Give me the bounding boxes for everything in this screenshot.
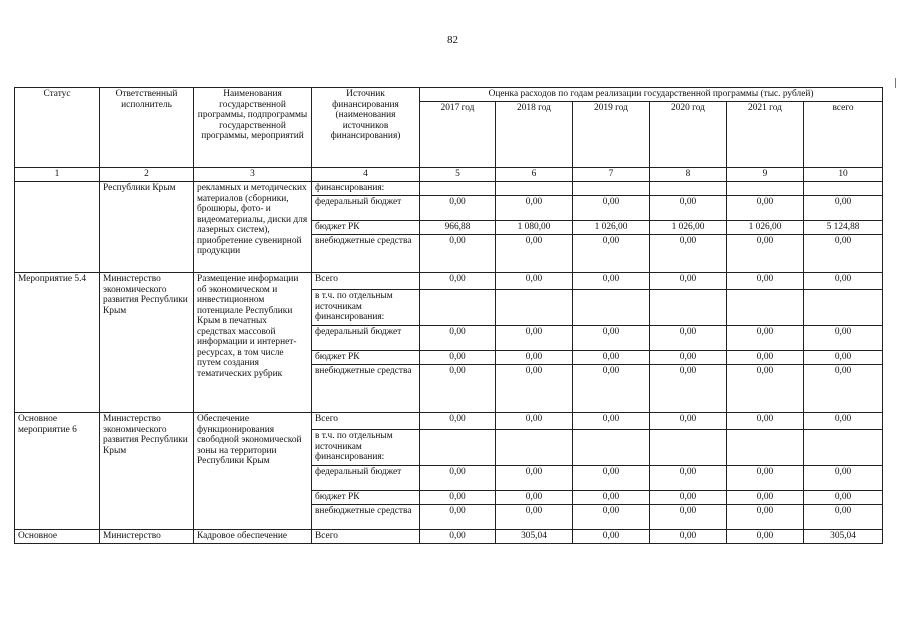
value-cell: 0,00 xyxy=(420,273,496,290)
value-cell: 0,00 xyxy=(420,505,496,530)
executor-cell: Министерство xyxy=(100,530,194,544)
value-cell: 0,00 xyxy=(727,273,804,290)
total-cell xyxy=(804,290,883,326)
value-cell xyxy=(650,182,727,196)
page-number: 82 xyxy=(447,34,458,46)
status-cell xyxy=(15,182,100,273)
value-cell: 0,00 xyxy=(573,530,650,544)
header-year: 2018 год xyxy=(496,102,573,168)
value-cell xyxy=(727,182,804,196)
source-cell: Всего xyxy=(312,530,420,544)
value-cell: 0,00 xyxy=(496,196,573,221)
value-cell xyxy=(420,430,496,466)
header-source: Источник финансирования (наименования источников финансирования) xyxy=(312,88,420,168)
value-cell xyxy=(650,430,727,466)
value-cell: 0,00 xyxy=(420,413,496,430)
value-cell: 0,00 xyxy=(650,505,727,530)
value-cell: 1 080,00 xyxy=(496,221,573,235)
value-cell: 0,00 xyxy=(727,365,804,413)
header-executor: Ответственный исполнитель xyxy=(100,88,194,168)
header-estimate: Оценка расходов по годам реализации государственной программы (тыс. рублей) xyxy=(420,88,883,102)
source-cell: финансирования: xyxy=(312,182,420,196)
total-cell: 0,00 xyxy=(804,413,883,430)
total-cell: 0,00 xyxy=(804,505,883,530)
program-name-cell: рекламных и методических материалов (сборники, брошюры, фото- и видеоматериалы, диски для лазерных систем), приобретение сувенирной продукции xyxy=(194,182,312,273)
value-cell xyxy=(573,430,650,466)
table-row xyxy=(15,530,883,544)
column-number: 1 xyxy=(15,168,100,182)
value-cell: 0,00 xyxy=(496,491,573,505)
value-cell xyxy=(496,182,573,196)
executor-cell: Министерство экономического развития Республики Крым xyxy=(100,273,194,413)
value-cell: 0,00 xyxy=(727,326,804,351)
executor-cell: Республики Крым xyxy=(100,182,194,273)
source-cell: бюджет РК xyxy=(312,351,420,365)
header-status: Статус xyxy=(15,88,100,168)
budget-table xyxy=(14,87,883,544)
status-cell: Мероприятие 5.4 xyxy=(15,273,100,413)
value-cell: 0,00 xyxy=(573,235,650,273)
header-year: 2020 год xyxy=(650,102,727,168)
total-cell: 0,00 xyxy=(804,365,883,413)
value-cell xyxy=(727,290,804,326)
column-numbers-row xyxy=(15,168,883,182)
value-cell: 0,00 xyxy=(650,491,727,505)
value-cell: 0,00 xyxy=(727,530,804,544)
program-name-cell: Кадровое обеспечение xyxy=(194,530,312,544)
source-cell: Всего xyxy=(312,413,420,430)
value-cell: 0,00 xyxy=(573,196,650,221)
header-row xyxy=(15,88,883,102)
executor-cell: Министерство экономического развития Республики Крым xyxy=(100,413,194,530)
table-row xyxy=(15,182,883,196)
value-cell: 0,00 xyxy=(650,466,727,491)
value-cell: 0,00 xyxy=(496,413,573,430)
value-cell: 1 026,00 xyxy=(650,221,727,235)
total-cell: 5 124,88 xyxy=(804,221,883,235)
value-cell xyxy=(573,182,650,196)
total-cell: 0,00 xyxy=(804,235,883,273)
value-cell xyxy=(496,430,573,466)
source-cell: бюджет РК xyxy=(312,221,420,235)
total-cell: 0,00 xyxy=(804,196,883,221)
value-cell: 305,04 xyxy=(496,530,573,544)
program-name-cell: Обеспечение функционирования свободной экономической зоны на территории Республики Крым xyxy=(194,413,312,530)
header-program-name: Наименования государственной программы, подпрограммы государственной программы, мероприятий xyxy=(194,88,312,168)
column-number: 7 xyxy=(573,168,650,182)
value-cell: 0,00 xyxy=(727,413,804,430)
total-cell: 305,04 xyxy=(804,530,883,544)
value-cell: 0,00 xyxy=(573,273,650,290)
value-cell: 0,00 xyxy=(420,196,496,221)
value-cell xyxy=(573,290,650,326)
value-cell: 966,88 xyxy=(420,221,496,235)
value-cell: 0,00 xyxy=(420,351,496,365)
total-cell xyxy=(804,182,883,196)
status-cell: Основное xyxy=(15,530,100,544)
total-cell: 0,00 xyxy=(804,491,883,505)
total-cell xyxy=(804,430,883,466)
value-cell: 0,00 xyxy=(650,530,727,544)
value-cell: 0,00 xyxy=(573,365,650,413)
source-cell: внебюджетные средства xyxy=(312,365,420,413)
column-number: 5 xyxy=(420,168,496,182)
value-cell: 0,00 xyxy=(650,351,727,365)
value-cell: 0,00 xyxy=(496,273,573,290)
value-cell: 0,00 xyxy=(496,351,573,365)
column-number: 6 xyxy=(496,168,573,182)
value-cell: 0,00 xyxy=(420,235,496,273)
program-name-cell: Размещение информации об экономическом и инвестиционном потенциале Республики Крым в печатных средствах массовой информации и интернет-ресурсах, в том числе путем создания тематических рубрик xyxy=(194,273,312,413)
column-number: 4 xyxy=(312,168,420,182)
value-cell: 0,00 xyxy=(650,235,727,273)
total-cell: 0,00 xyxy=(804,273,883,290)
source-cell: внебюджетные средства xyxy=(312,505,420,530)
value-cell: 0,00 xyxy=(420,466,496,491)
status-cell: Основное мероприятие 6 xyxy=(15,413,100,530)
value-cell: 0,00 xyxy=(573,413,650,430)
header-total: всего xyxy=(804,102,883,168)
column-number: 2 xyxy=(100,168,194,182)
column-number: 9 xyxy=(727,168,804,182)
value-cell: 0,00 xyxy=(650,365,727,413)
header-year: 2021 год xyxy=(727,102,804,168)
value-cell: 1 026,00 xyxy=(727,221,804,235)
value-cell: 0,00 xyxy=(573,466,650,491)
value-cell: 0,00 xyxy=(727,466,804,491)
source-cell: в т.ч. по отдельным источникам финансирования: xyxy=(312,290,420,326)
value-cell: 0,00 xyxy=(573,326,650,351)
value-cell: 0,00 xyxy=(727,351,804,365)
value-cell: 0,00 xyxy=(650,273,727,290)
header-year: 2019 год xyxy=(573,102,650,168)
value-cell: 1 026,00 xyxy=(573,221,650,235)
total-cell: 0,00 xyxy=(804,466,883,491)
source-cell: федеральный бюджет xyxy=(312,466,420,491)
value-cell: 0,00 xyxy=(496,326,573,351)
value-cell: 0,00 xyxy=(650,326,727,351)
value-cell: 0,00 xyxy=(727,235,804,273)
value-cell: 0,00 xyxy=(420,491,496,505)
value-cell xyxy=(650,290,727,326)
value-cell: 0,00 xyxy=(496,505,573,530)
value-cell xyxy=(727,430,804,466)
source-cell: в т.ч. по отдельным источникам финансирования: xyxy=(312,430,420,466)
value-cell: 0,00 xyxy=(496,235,573,273)
value-cell: 0,00 xyxy=(650,196,727,221)
value-cell: 0,00 xyxy=(496,365,573,413)
value-cell: 0,00 xyxy=(573,505,650,530)
source-cell: внебюджетные средства xyxy=(312,235,420,273)
value-cell: 0,00 xyxy=(727,196,804,221)
total-cell: 0,00 xyxy=(804,326,883,351)
value-cell: 0,00 xyxy=(650,413,727,430)
value-cell xyxy=(496,290,573,326)
value-cell xyxy=(420,182,496,196)
column-number: 8 xyxy=(650,168,727,182)
source-cell: федеральный бюджет xyxy=(312,196,420,221)
value-cell xyxy=(420,290,496,326)
value-cell: 0,00 xyxy=(420,326,496,351)
header-year: 2017 год xyxy=(420,102,496,168)
table-row xyxy=(15,413,883,430)
source-cell: бюджет РК xyxy=(312,491,420,505)
column-number: 10 xyxy=(804,168,883,182)
value-cell: 0,00 xyxy=(420,530,496,544)
value-cell: 0,00 xyxy=(727,491,804,505)
source-cell: федеральный бюджет xyxy=(312,326,420,351)
value-cell: 0,00 xyxy=(420,365,496,413)
source-cell: Всего xyxy=(312,273,420,290)
column-number: 3 xyxy=(194,168,312,182)
value-cell: 0,00 xyxy=(573,491,650,505)
table-row xyxy=(15,273,883,290)
total-cell: 0,00 xyxy=(804,351,883,365)
value-cell: 0,00 xyxy=(573,351,650,365)
value-cell: 0,00 xyxy=(496,466,573,491)
value-cell: 0,00 xyxy=(727,505,804,530)
page-edge-mark xyxy=(895,78,896,88)
